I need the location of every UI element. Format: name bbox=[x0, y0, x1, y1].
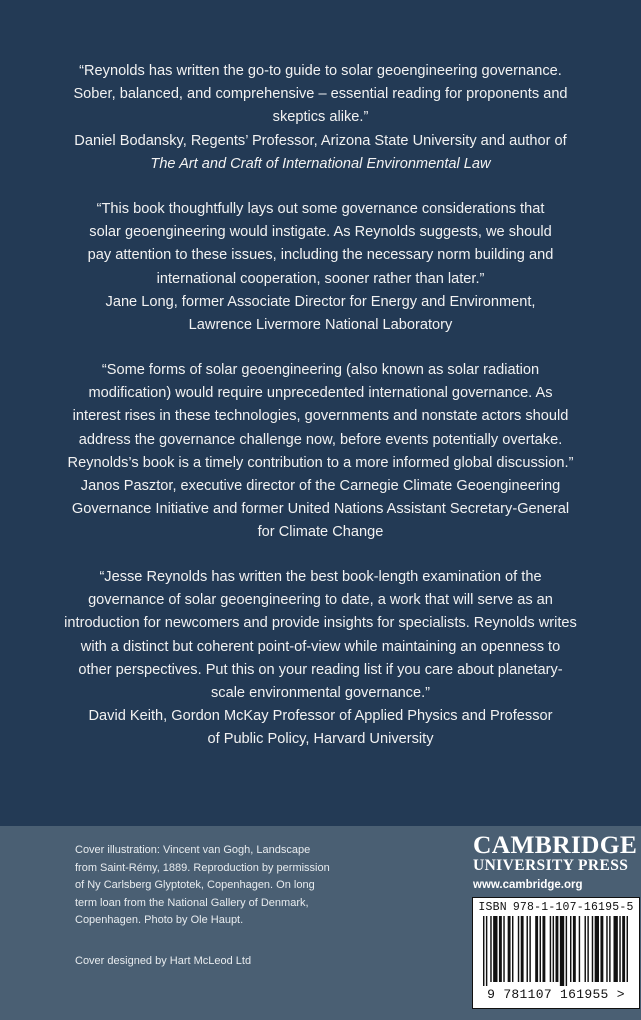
quote-attribution: of Public Policy, Harvard University bbox=[207, 731, 434, 748]
barcode-bar bbox=[521, 916, 524, 982]
isbn-word: ISBN bbox=[478, 901, 507, 914]
barcode-bar bbox=[556, 916, 559, 982]
barcode-bar bbox=[566, 916, 567, 986]
quote-line: modification) would require unprecedented international governance. As bbox=[88, 385, 553, 402]
quote-attribution: Governance Initiative and former United Nations Assistant Secretary-General bbox=[71, 501, 570, 518]
quote-attribution: Janos Pasztor, executive director of the Carnegie Climate Geoengineering bbox=[80, 478, 561, 495]
quote-line: interest rises in these technologies, governments and nonstate actors should bbox=[72, 408, 569, 425]
publisher-logo bbox=[473, 832, 637, 893]
quote-attribution: Lawrence Livermore National Laboratory bbox=[188, 317, 453, 334]
barcode-bar bbox=[587, 916, 588, 982]
barcode-bar bbox=[529, 916, 530, 982]
quote-line: pay attention to these issues, including the necessary norm building and bbox=[87, 247, 554, 264]
isbn-value: 978-1-107-16195-5 bbox=[512, 901, 634, 914]
barcode-bar bbox=[560, 916, 564, 986]
quote-line: “Reynolds has written the go-to guide to solar geoengineering governance. bbox=[79, 63, 562, 79]
quote-line: international cooperation, sooner rather than later.” bbox=[156, 270, 485, 287]
barcode-bar bbox=[512, 916, 513, 982]
barcode-bar bbox=[527, 916, 528, 982]
endorsement-long bbox=[20, 198, 621, 337]
credit-line: from Saint-Rémy, 1889. Reproduction by permission bbox=[75, 861, 330, 874]
barcode-bar bbox=[542, 916, 545, 982]
endorsement-keith bbox=[20, 566, 621, 752]
publisher-url: www.cambridge.org bbox=[473, 879, 583, 891]
credit-line: Cover illustration: Vincent van Gogh, Landscape bbox=[75, 844, 311, 856]
quote-line: other perspectives. Put this on your reading list if you care about planetary- bbox=[78, 661, 563, 678]
quote-line: Sober, balanced, and comprehensive – essential reading for proponents and bbox=[73, 86, 568, 103]
barcode-bar bbox=[606, 916, 607, 982]
barcode-bars-icon bbox=[473, 916, 639, 988]
quote-line: address the governance challenge now, before events potentially overtake. bbox=[78, 431, 563, 448]
cover-design-credit: Cover designed by Hart McLeod Ltd bbox=[75, 955, 252, 967]
barcode-bar bbox=[493, 916, 497, 982]
barcode-bar bbox=[573, 916, 576, 982]
quote-attribution: Jane Long, former Associate Director for Energy and Environment, bbox=[105, 293, 536, 310]
quote-line: solar geoengineering would instigate. As Reynolds suggests, we should bbox=[89, 224, 552, 241]
barcode-bar bbox=[627, 916, 628, 982]
barcode-bar bbox=[550, 916, 551, 982]
barcode-bar bbox=[508, 916, 511, 982]
barcode-bar bbox=[535, 916, 538, 982]
barcode-bar bbox=[585, 916, 586, 982]
quote-line: scale environmental governance.” bbox=[210, 685, 431, 702]
credit-line: of Ny Carlsberg Glyptotek, Copenhagen. On long bbox=[75, 879, 315, 892]
barcode-bar bbox=[609, 916, 610, 982]
quote-line: Reynolds’s book is a timely contribution to a more informed global discussion.” bbox=[67, 454, 574, 471]
book-title: The Art and Craft of International Environmental Law bbox=[150, 155, 491, 172]
quote-attribution: for Climate Change bbox=[257, 524, 384, 541]
barcode-bar bbox=[503, 916, 504, 982]
barcode-bar bbox=[614, 916, 618, 982]
barcode-bar bbox=[486, 916, 487, 986]
barcode-bar bbox=[600, 916, 603, 982]
barcode-bar bbox=[570, 916, 571, 982]
quote-line: “Some forms of solar geoengineering (also known as solar radiation bbox=[101, 362, 540, 378]
endorsement-bodansky bbox=[20, 60, 621, 176]
quote-line: with a distinct but coherent point-of-view while maintaining an openness to bbox=[80, 638, 561, 655]
barcode-bar bbox=[592, 916, 593, 982]
barcode-bar bbox=[619, 916, 620, 982]
quote-line: introduction for newcomers and provide insights for specialists. Reynolds writes bbox=[64, 615, 577, 632]
barcode-bar bbox=[595, 916, 599, 982]
barcode-bar bbox=[540, 916, 541, 982]
publisher-subtitle: UNIVERSITY PRESS bbox=[473, 857, 629, 874]
barcode-bar bbox=[490, 916, 491, 982]
barcode-digits: 9 781107 161955 > bbox=[487, 987, 625, 1002]
quote-attribution: David Keith, Gordon McKay Professor of Applied Physics and Professor bbox=[88, 708, 553, 725]
barcode-bar bbox=[579, 916, 580, 982]
barcode-bar bbox=[483, 916, 484, 986]
credit-line: Copenhagen. Photo by Ole Haupt. bbox=[75, 914, 244, 927]
barcode-bar bbox=[553, 916, 554, 982]
cover-illustration-credit bbox=[75, 842, 365, 930]
endorsement-pasztor bbox=[20, 359, 621, 545]
quote-attribution: Daniel Bodansky, Regents’ Professor, Arizona State University and author of bbox=[74, 132, 567, 149]
quote-line: skeptics alike.” bbox=[272, 109, 369, 126]
barcode-bar bbox=[518, 916, 519, 982]
isbn-label bbox=[473, 901, 639, 914]
barcode-bar bbox=[499, 916, 502, 982]
isbn-barcode bbox=[472, 897, 640, 1009]
back-cover-footer bbox=[0, 826, 641, 1020]
barcode-bar bbox=[622, 916, 625, 982]
publisher-name: CAMBRIDGE bbox=[473, 830, 638, 859]
quote-line: “This book thoughtfully lays out some governance considerations that bbox=[96, 201, 545, 217]
quote-line: governance of solar geoengineering to date, a work that will serve as an bbox=[88, 592, 553, 609]
credit-line: term loan from the National Gallery of Denmark, bbox=[75, 896, 309, 909]
quote-line: “Jesse Reynolds has written the best book-length examination of the bbox=[99, 569, 542, 585]
